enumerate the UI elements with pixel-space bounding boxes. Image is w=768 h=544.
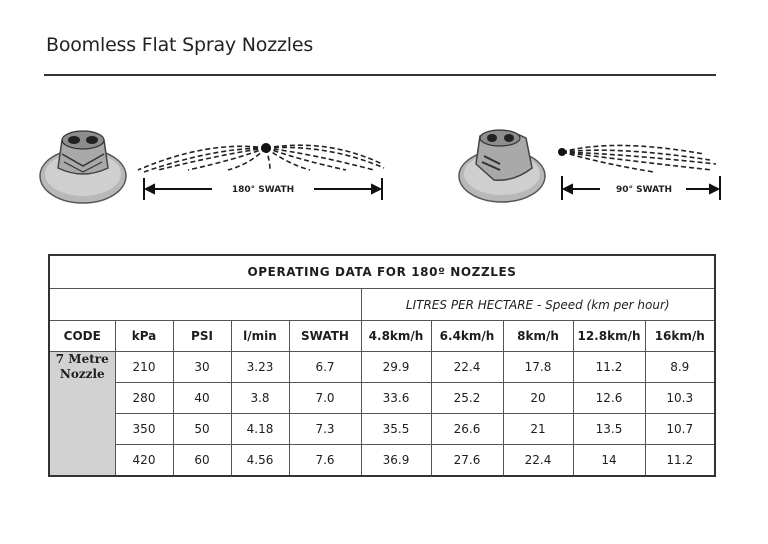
table-cell: 11.2	[573, 352, 645, 383]
column-header-speed-6-4: 6.4km/h	[431, 321, 503, 352]
table-cell: 22.4	[431, 352, 503, 383]
table-cell: 4.56	[231, 445, 289, 477]
title-divider	[44, 74, 716, 76]
table-cell: 29.9	[361, 352, 431, 383]
spray-origin-90	[558, 148, 566, 156]
litres-per-hectare-header: LITRES PER HECTARE - Speed (km per hour)	[361, 289, 715, 321]
table-cell: 27.6	[431, 445, 503, 477]
table-cell: 14	[573, 445, 645, 477]
column-header-speed-8: 8km/h	[503, 321, 573, 352]
table-subheader-blank	[49, 289, 361, 321]
spray-pattern-90	[562, 145, 716, 172]
page-title: Boomless Flat Spray Nozzles	[46, 34, 314, 56]
nozzle-180-diagram	[38, 118, 388, 212]
table-cell: 17.8	[503, 352, 573, 383]
column-header-kpa: kPa	[115, 321, 173, 352]
table-cell: 12.6	[573, 383, 645, 414]
table-row	[49, 414, 715, 445]
column-header-swath: SWATH	[289, 321, 361, 352]
table-cell: 10.7	[645, 414, 715, 445]
table-title: OPERATING DATA FOR 180º NOZZLES	[49, 255, 715, 289]
operating-data-table	[48, 254, 716, 477]
column-header-psi: PSI	[173, 321, 231, 352]
nozzle-code-cell	[49, 352, 115, 477]
table-cell: 10.3	[645, 383, 715, 414]
nozzle-90-diagram	[454, 124, 729, 208]
table-cell: 420	[115, 445, 173, 477]
table-cell: 26.6	[431, 414, 503, 445]
column-header-speed-4-8: 4.8km/h	[361, 321, 431, 352]
table-cell: 20	[503, 383, 573, 414]
nozzle-code-label: 7 Metre Nozzle	[55, 352, 109, 381]
swath-label-180: 180° SWATH	[231, 185, 295, 195]
nozzle-180-icon	[40, 131, 126, 203]
table-cell: 36.9	[361, 445, 431, 477]
column-header-code: CODE	[49, 321, 115, 352]
table-cell: 13.5	[573, 414, 645, 445]
table-cell: 60	[173, 445, 231, 477]
column-header-speed-12-8: 12.8km/h	[573, 321, 645, 352]
table-cell: 3.8	[231, 383, 289, 414]
table-cell: 7.0	[289, 383, 361, 414]
swath-label-90: 90° SWATH	[615, 185, 673, 195]
table-cell: 280	[115, 383, 173, 414]
table-cell: 35.5	[361, 414, 431, 445]
table-cell: 210	[115, 352, 173, 383]
table-cell: 7.6	[289, 445, 361, 477]
table-cell: 33.6	[361, 383, 431, 414]
table-row	[49, 445, 715, 477]
table-cell: 3.23	[231, 352, 289, 383]
table-cell: 7.3	[289, 414, 361, 445]
table-cell: 22.4	[503, 445, 573, 477]
table-cell: 40	[173, 383, 231, 414]
table-cell: 30	[173, 352, 231, 383]
nozzle-90-icon	[459, 130, 545, 202]
table-row	[49, 352, 715, 383]
table-cell: 21	[503, 414, 573, 445]
table-cell: 50	[173, 414, 231, 445]
table-cell: 8.9	[645, 352, 715, 383]
spray-origin-180	[261, 143, 271, 153]
table-row	[49, 383, 715, 414]
spray-pattern-180	[138, 145, 384, 172]
table-cell: 6.7	[289, 352, 361, 383]
column-header-lmin: l/min	[231, 321, 289, 352]
column-header-speed-16: 16km/h	[645, 321, 715, 352]
table-cell: 11.2	[645, 445, 715, 477]
table-cell: 25.2	[431, 383, 503, 414]
table-cell: 350	[115, 414, 173, 445]
table-cell: 4.18	[231, 414, 289, 445]
